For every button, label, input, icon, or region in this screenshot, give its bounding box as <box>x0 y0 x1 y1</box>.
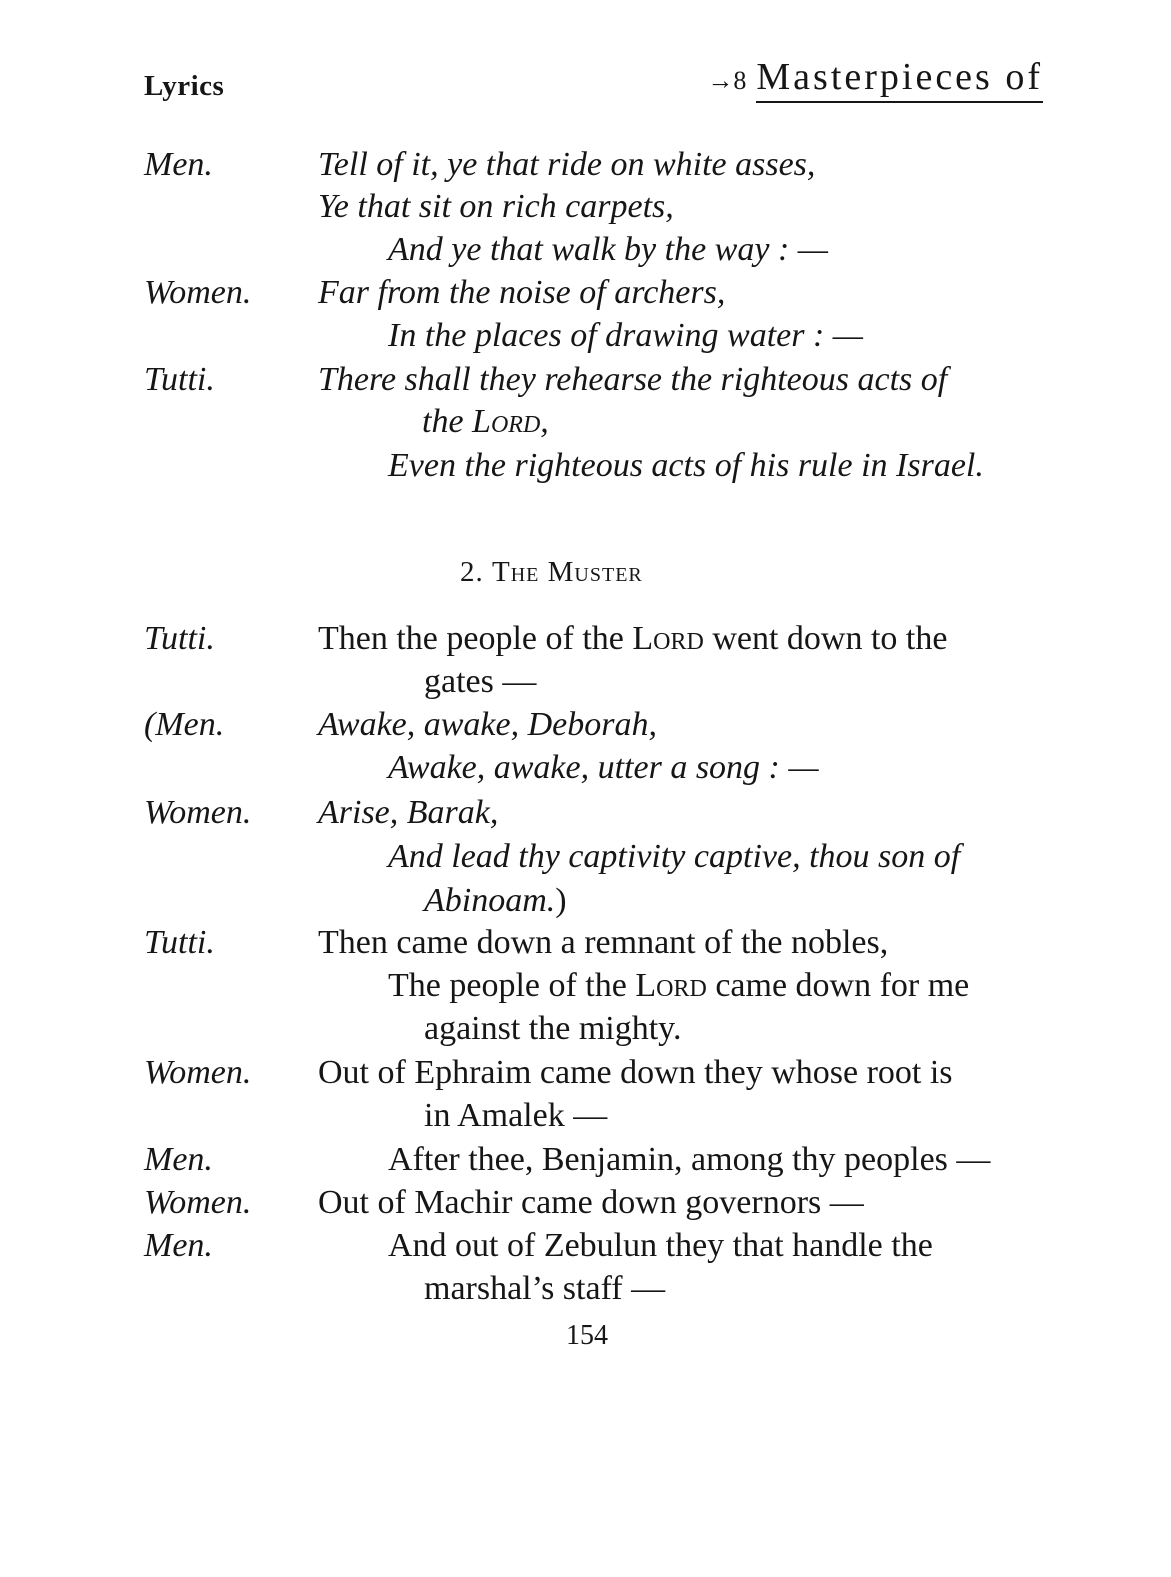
verse-line: In the places of drawing water : — <box>388 317 864 354</box>
closing-paren: ) <box>555 882 567 919</box>
verse-line <box>388 969 969 1003</box>
verse-line: Awake, awake, Deborah, <box>318 706 657 743</box>
pointing-hand-icon: →8 <box>707 66 747 95</box>
speaker-label: Tutti. <box>144 361 215 398</box>
verse-text: Then the people of the <box>318 620 624 657</box>
verse-text: came down for me <box>715 967 970 1004</box>
speaker-label: Men. <box>144 1227 213 1264</box>
section-number: 2. <box>460 556 484 588</box>
running-head-left: Lyrics <box>144 70 225 102</box>
verse-line: marshal’s staff — <box>424 1270 666 1307</box>
section-heading <box>460 556 643 589</box>
speaker-label: (Men. <box>144 706 225 743</box>
speaker-label: Tutti. <box>144 924 215 961</box>
verse-line <box>318 622 947 656</box>
verse-line: Ye that sit on rich carpets, <box>318 188 674 225</box>
running-head-title: Masterpieces of <box>756 55 1043 103</box>
speaker-label: Men. <box>144 1141 213 1178</box>
verse-text: went down to the <box>712 620 948 657</box>
verse-line: Far from the noise of archers, <box>318 274 726 311</box>
speaker-label: Tutti. <box>144 620 215 657</box>
speaker-label: Women. <box>144 794 252 831</box>
verse-text: the <box>422 403 464 440</box>
running-head-right <box>707 55 1043 103</box>
verse-text: The people of the <box>388 967 627 1004</box>
page-number: 154 <box>566 1320 608 1351</box>
verse-line: Then came down a remnant of the nobles, <box>318 924 889 961</box>
verse-line: And out of Zebulun they that handle the <box>388 1227 933 1264</box>
verse-line: in Amalek — <box>424 1097 608 1134</box>
speaker-label: Men. <box>144 146 213 183</box>
verse-line: against the mighty. <box>424 1010 682 1047</box>
speaker-label: Women. <box>144 274 252 311</box>
speaker-label: Women. <box>144 1184 252 1221</box>
divine-name: Lord <box>635 967 707 1004</box>
verse-line: And ye that walk by the way : — <box>388 231 829 268</box>
verse-line: And lead thy captivity captive, thou son of <box>388 838 961 875</box>
verse-line <box>424 884 567 918</box>
section-title: The Muster <box>492 556 643 588</box>
divine-name: Lord <box>632 620 704 657</box>
verse-line: Awake, awake, utter a song : — <box>388 749 819 786</box>
speaker-label: Women. <box>144 1054 252 1091</box>
verse-line <box>422 405 549 439</box>
verse-line: gates — <box>424 663 537 700</box>
verse-line: Even the righteous acts of his rule in Israel. <box>388 447 984 484</box>
verse-line: After thee, Benjamin, among thy peoples — <box>388 1141 991 1178</box>
verse-line: Out of Machir came down governors — <box>318 1184 864 1221</box>
verse-line: Tell of it, ye that ride on white asses, <box>318 146 816 183</box>
verse-line: Out of Ephraim came down they whose root is <box>318 1054 953 1091</box>
verse-text: Abinoam. <box>424 882 556 919</box>
divine-name: Lord, <box>472 403 549 440</box>
verse-line: There shall they rehearse the righteous acts of <box>318 361 948 398</box>
verse-line: Arise, Barak, <box>318 794 499 831</box>
